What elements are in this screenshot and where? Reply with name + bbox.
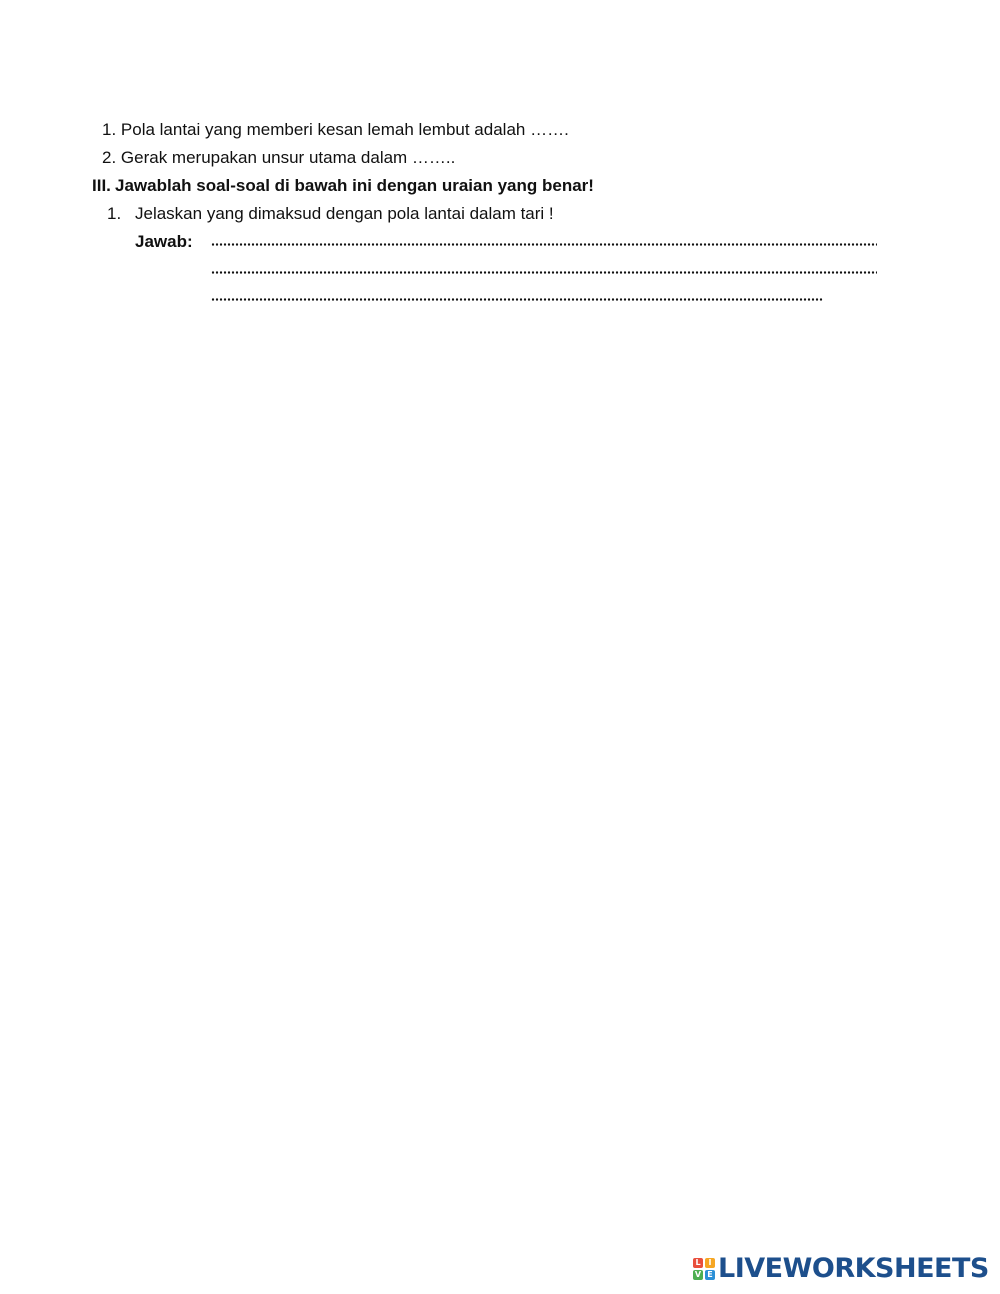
list-item: 1. Pola lantai yang memberi kesan lemah lembut adalah ……. (102, 120, 569, 139)
logo-mark-cell: V (694, 1270, 702, 1279)
answer-label: Jawab: (135, 232, 193, 251)
logo-mark-cell: E (705, 1270, 715, 1280)
liveworksheets-mark-icon (693, 1258, 715, 1280)
list-item: 2. Gerak merupakan unsur utama dalam …….. (102, 148, 456, 167)
essay-question-text: Jelaskan yang dimaksud dengan pola lantai dalam tari ! (135, 204, 554, 223)
logo-text: LIVEWORKSHEETS (718, 1253, 989, 1284)
liveworksheets-logo (693, 1255, 989, 1283)
answer-line-2[interactable] (211, 271, 877, 274)
answer-line-3[interactable] (211, 298, 823, 301)
section-heading: Jawablah soal-soal di bawah ini dengan uraian yang benar! (115, 176, 594, 195)
logo-mark-cell: L (693, 1258, 703, 1268)
logo-mark-cell: I (705, 1258, 715, 1268)
section-numeral: III. (92, 176, 111, 195)
essay-question-number: 1. (107, 204, 122, 223)
answer-line-1[interactable] (211, 243, 877, 246)
